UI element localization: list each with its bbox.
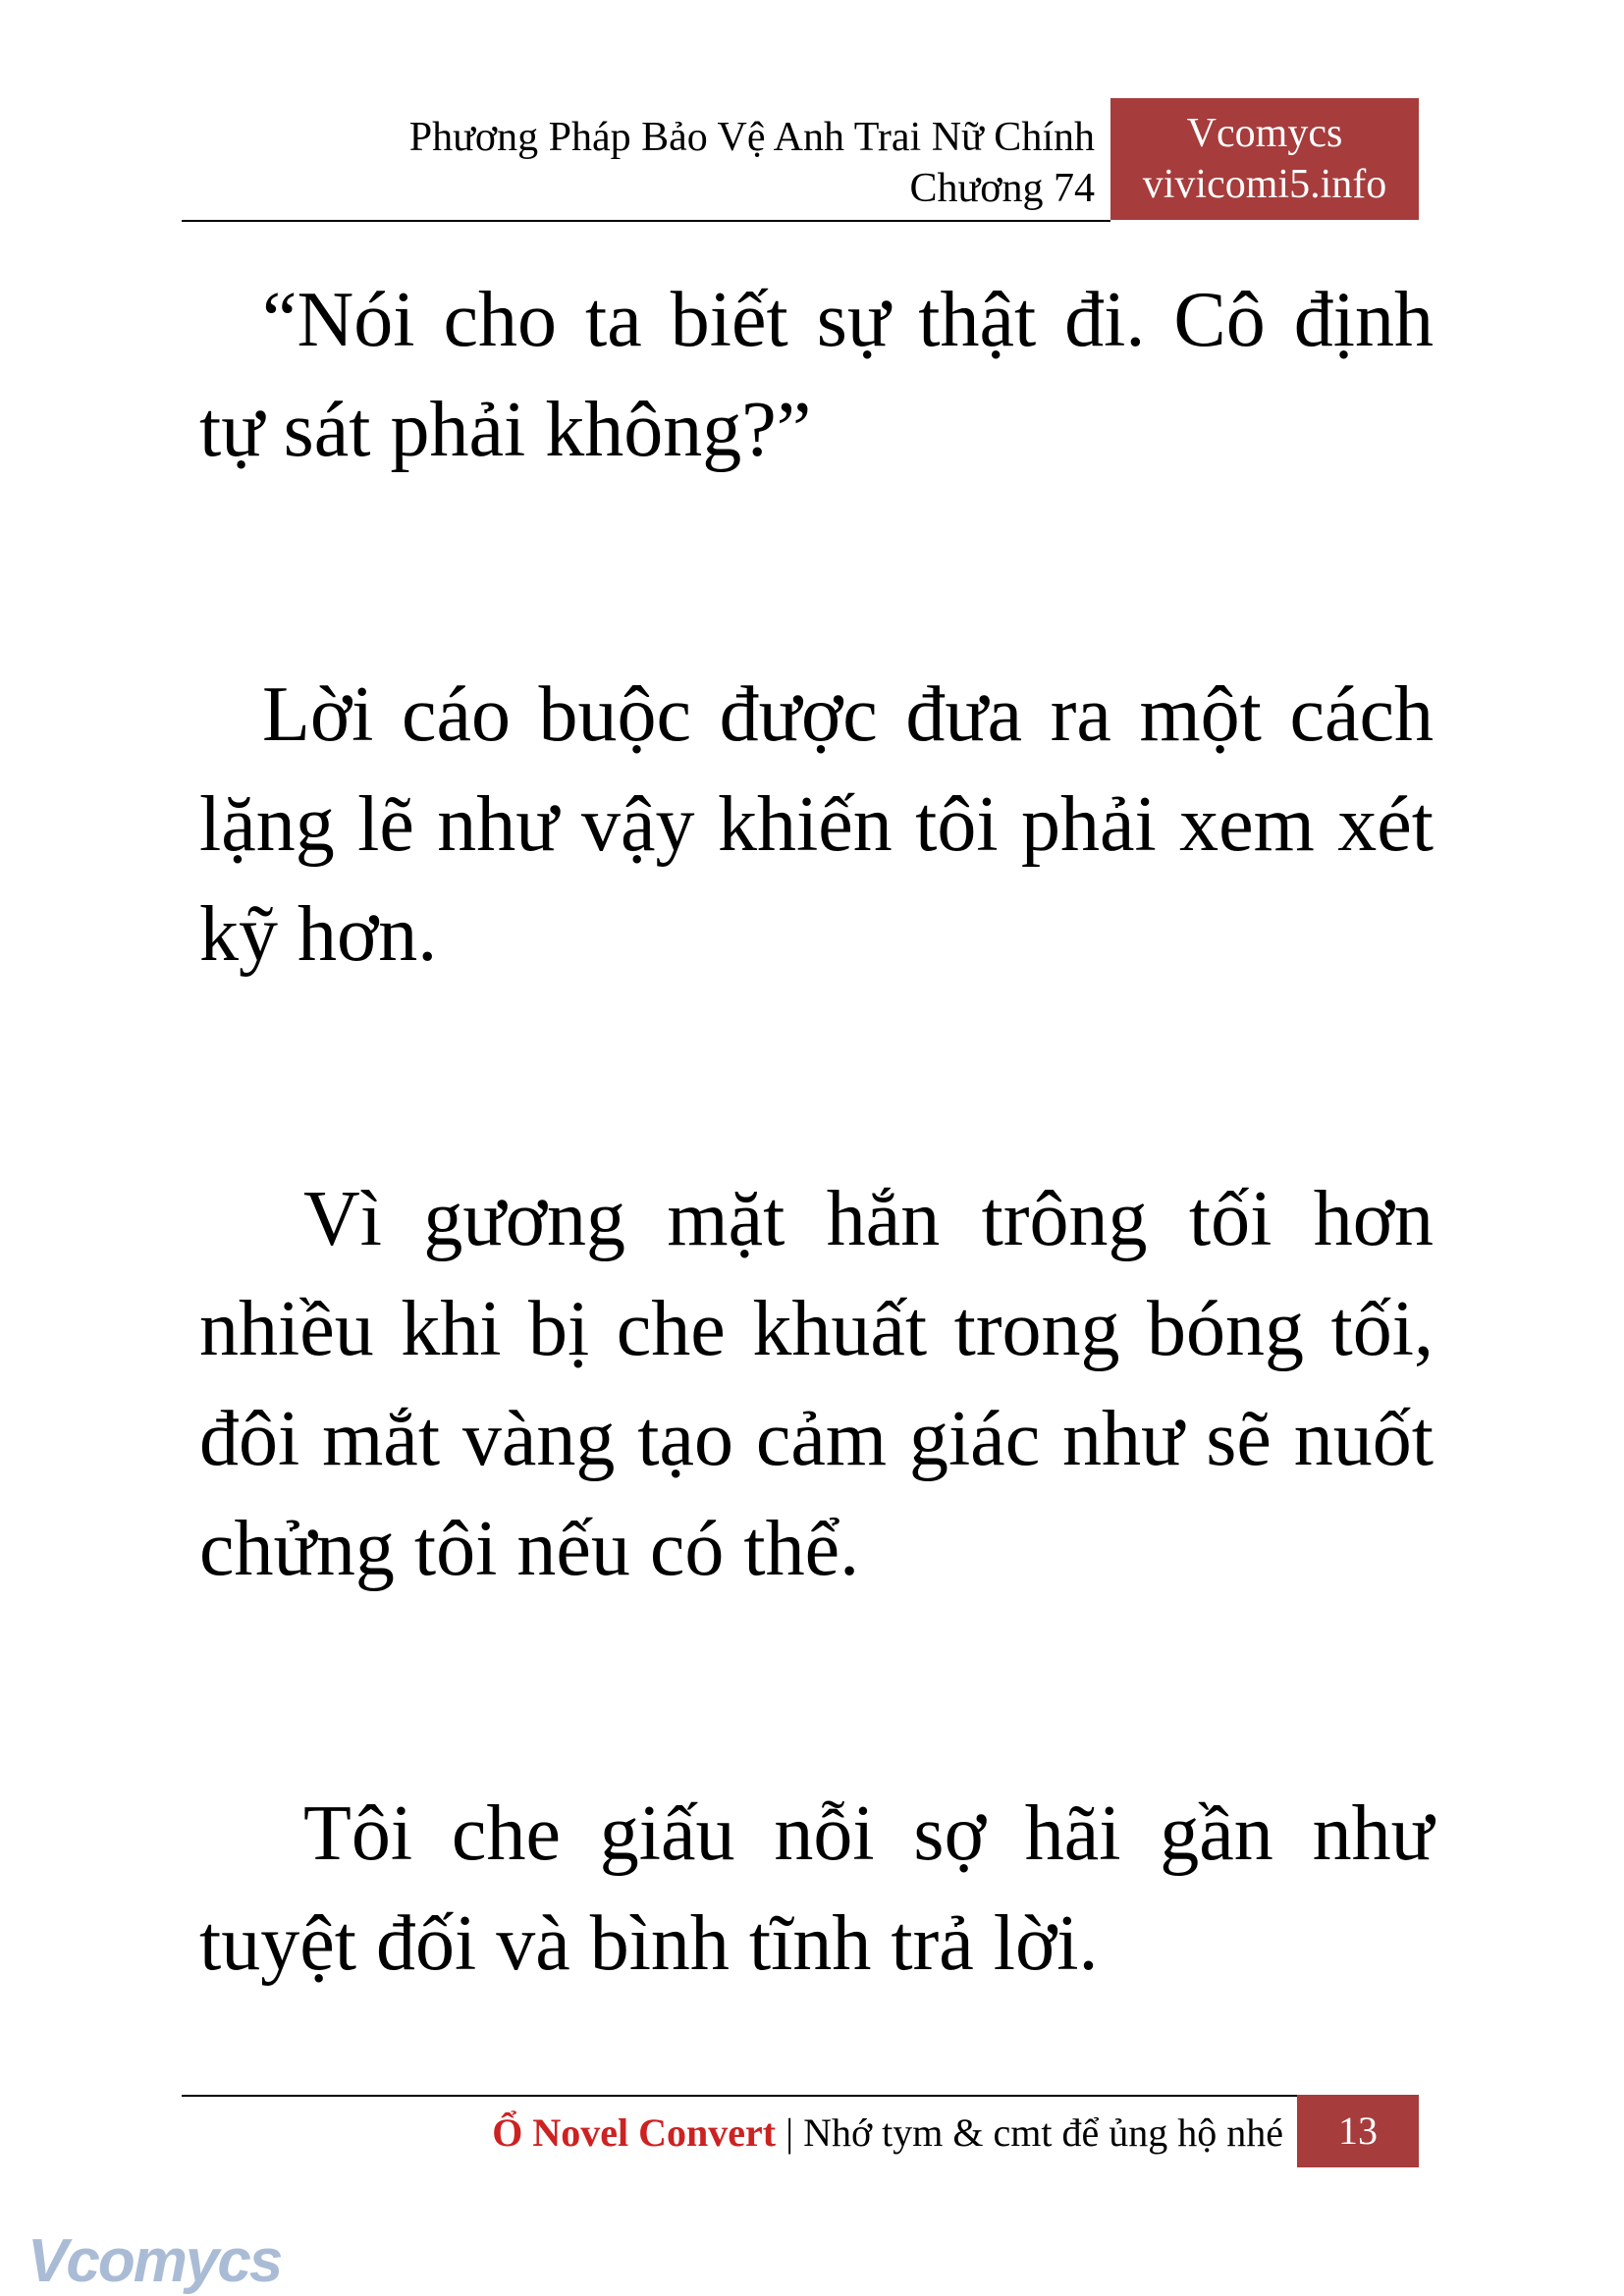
- site-badge: [1110, 98, 1419, 220]
- page-number: 13: [1297, 2095, 1419, 2167]
- footer-brand: Ổ Novel Convert: [492, 2110, 777, 2155]
- page-footer: [182, 2095, 1419, 2167]
- header-titles: [409, 112, 1095, 214]
- paragraph-4: Tôi che giấu nỗi sợ hãi gần như tuyệt đối và bình tĩnh trả lời.: [199, 1790, 1434, 1987]
- paragraph-1: “Nói cho ta biết sự thật đi. Cô định tự sát phải không?”: [199, 277, 1434, 473]
- footer-separator: |: [776, 2110, 804, 2155]
- header-divider: [182, 220, 1110, 222]
- footer-divider: [182, 2095, 1301, 2097]
- paragraph-3: Vì gương mặt hắn trông tối hơn nhiều khi bị che khuất trong bóng tối, đôi mắt vàng tạo cảm giác như sẽ nuốt chửng tôi nếu có thể.: [199, 1176, 1434, 1592]
- paragraph-2: Lời cáo buộc được đưa ra một cách lặng lẽ như vậy khiến tôi phải xem xét kỹ hơn.: [199, 671, 1434, 978]
- watermark-logo: Vcomycs: [27, 2227, 282, 2295]
- badge-site-name: Vcomycs: [1186, 111, 1343, 156]
- book-title: Phương Pháp Bảo Vệ Anh Trai Nữ Chính: [408, 115, 1095, 160]
- footer-text: [492, 2109, 1283, 2158]
- badge-site-url: vivicomi5.info: [1142, 162, 1387, 207]
- chapter-label: Chương 74: [909, 166, 1095, 211]
- chapter-body: [199, 265, 1434, 2173]
- page-header: [182, 98, 1419, 220]
- footer-message: Nhớ tym & cmt để ủng hộ nhé: [803, 2110, 1283, 2155]
